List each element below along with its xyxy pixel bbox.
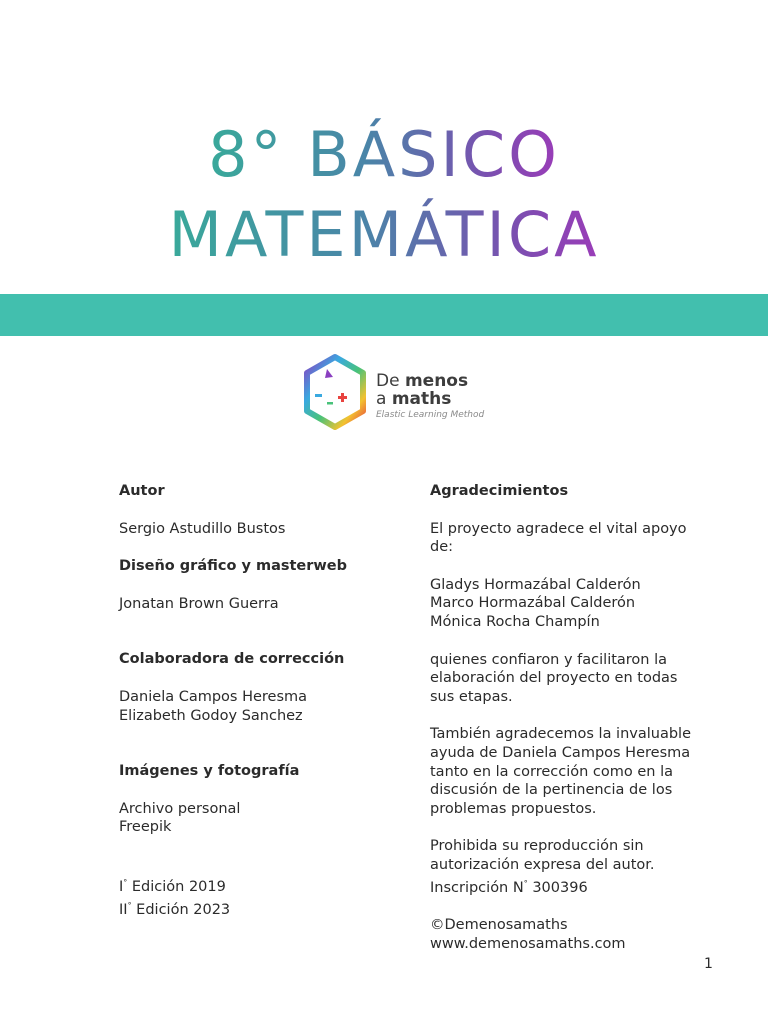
website-link[interactable]: www.demenosamaths.com [430, 935, 626, 952]
image-source: Archivo personal [119, 800, 241, 817]
trust-text: quienes confiaron y facilitaron la elaboración del proyecto en todas sus etapas. [430, 651, 678, 705]
thanks-name: Mónica Rocha Champín [430, 613, 600, 630]
thanks-column [430, 482, 705, 953]
thanks-name: Gladys Hormazábal Calderón [430, 576, 641, 593]
corrector-name: Elizabeth Godoy Sanchez [119, 707, 303, 724]
title-line-1: 8° BÁSICO [208, 118, 560, 191]
prohibited-notice: Prohibida su reproducción sin autorización expresa del autor. [430, 838, 655, 873]
author-name: Sergio Astudillo Bustos [119, 520, 286, 537]
copyright: ©Demenosamaths [430, 917, 568, 934]
correction-heading: Colaboradora de corrección [119, 651, 345, 668]
extra-thanks: También agradecemos la invaluable ayuda de Daniela Campos Heresma tanto en la corrección como en la discusión de la pertinencia de los problemas propuestos. [430, 726, 691, 817]
inscription: Inscripción N° 300396 [430, 878, 588, 896]
hexagon-logo-icon [300, 352, 370, 436]
thanks-intro: El proyecto agradece el vital apoyo de: [430, 520, 687, 556]
edition-1: I° Edición 2019 [119, 877, 226, 895]
image-source: Freepik [119, 819, 172, 836]
edition-2: II° Edición 2023 [119, 900, 231, 918]
credits-column [119, 482, 399, 919]
thanks-name: Marco Hormazábal Calderón [430, 595, 636, 612]
page-number: 1 [704, 956, 713, 972]
title-line-2: MATEMÁTICA [168, 198, 600, 271]
logo: De menos a maths Elastic Learning Method [300, 352, 500, 436]
designer-name: Jonatan Brown Guerra [119, 595, 279, 612]
thanks-heading: Agradecimientos [430, 483, 569, 499]
author-heading: Autor [119, 483, 165, 499]
images-heading: Imágenes y fotografía [119, 763, 300, 780]
accent-band [0, 294, 768, 336]
corrector-name: Daniela Campos Heresma [119, 688, 308, 705]
design-heading: Diseño gráfico y masterweb [119, 558, 348, 575]
